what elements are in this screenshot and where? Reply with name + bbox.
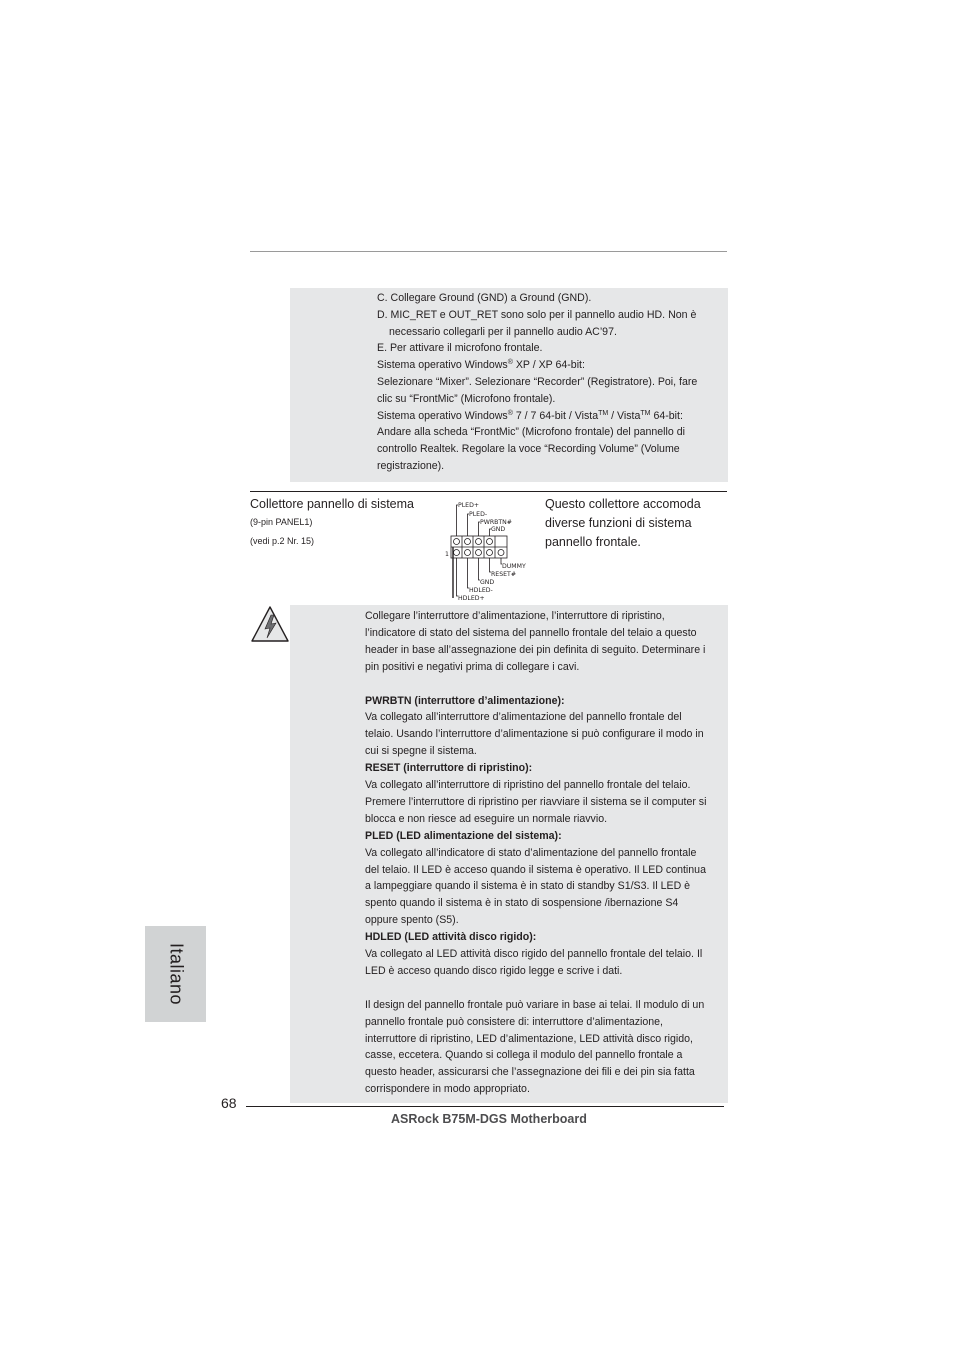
- warning-line: LED è acceso quando disco rigido legge e scrive i dati.: [365, 964, 623, 977]
- warning-line: spento quando il sistema è in stato di sospensione /ibernazione S4: [365, 897, 679, 910]
- pin-label-hdled-minus: HDLED-: [469, 587, 493, 594]
- warning-line: pannello frontale può consistere di: interruttore d’alimentazione,: [365, 1015, 663, 1028]
- audio-note-line: Selezionare “Mixer”. Selezionare “Recorder” (Registratore). Poi, fare: [377, 376, 698, 388]
- warning-line: blocca e non riesce ad eseguire un normale riavvio.: [365, 812, 608, 825]
- warning-line: casse, eccetera. Quando si collega il modulo del pannello frontale a: [365, 1049, 683, 1062]
- top-rule: [250, 251, 727, 252]
- warning-icon: [250, 605, 290, 645]
- os-win7-text: Sistema operativo Windows: [377, 409, 508, 422]
- pin-label-hdled-plus: HDLED+: [458, 595, 485, 602]
- os-xp-pre: Sistema operativo Windows: [377, 359, 508, 372]
- warning-line: Va collegato al LED attività disco rigido del pannello frontale del telaio. Il: [365, 948, 703, 960]
- audio-note-line: clic su “FrontMic” (Microfono frontale).: [377, 392, 556, 405]
- audio-note-line: registrazione).: [377, 460, 445, 472]
- warning-line: a lampeggiare quando il sistema è in stato di standby S1/S3. Il LED è: [365, 880, 691, 893]
- bottom-rule: [246, 1106, 724, 1107]
- warning-line: Va collegato all’indicatore di stato d’alimentazione del pannello frontale: [365, 846, 697, 859]
- warning-heading: PLED (LED alimentazione del sistema):: [365, 829, 562, 842]
- audio-note-line: D. MIC_RET e OUT_RET sono solo per il pannello audio HD. Non è: [377, 308, 697, 321]
- warning-line: del telaio. Il LED è acceso quando il sistema è operativo. Il LED continua: [365, 863, 706, 876]
- connector-subtitle-ref: (vedi p.2 Nr. 15): [250, 536, 315, 546]
- pin-label-pled-plus: PLED+: [458, 502, 480, 509]
- pin-label-gnd-bottom: GND: [480, 579, 495, 586]
- connector-desc-line-3: pannello frontale.: [545, 535, 641, 549]
- audio-note-line: necessario collegarli per il pannello audio AC’97.: [389, 325, 617, 338]
- warning-line: questo header, assicurarsi che l’assegnazione dei fili e dei pin sia fatta: [365, 1066, 695, 1079]
- warning-line: pin positivi e negativi prima di collegare i cavi.: [365, 660, 580, 673]
- os-xp-line: [377, 357, 585, 374]
- warning-line: telaio. Usando l’interruttore d’alimentazione si può configurare il modo in: [365, 728, 704, 741]
- connector-title: Collettore pannello di sistema: [250, 497, 414, 511]
- warning-line: Premere l’interruttore di ripristino per riavviare il sistema se il computer si: [365, 795, 707, 808]
- warning-heading: HDLED (LED attività disco rigido):: [365, 931, 537, 944]
- warning-line: interruttore di ripristino, LED d’alimentazione, LED attività disco rigido,: [365, 1032, 693, 1045]
- warning-line: l’indicatore di stato del sistema del pannello frontale del telaio a questo: [365, 626, 697, 639]
- os-win7-text: 64-bit:: [650, 409, 683, 422]
- registered-mark: ®: [507, 359, 513, 367]
- warning-heading: RESET (interruttore di ripristino):: [365, 762, 533, 775]
- language-tab-label: Italiano: [166, 942, 186, 1006]
- warning-line: cui si spegne il sistema.: [365, 745, 477, 758]
- trademark-mark: ®: [507, 409, 513, 417]
- trademark-mark: TM: [598, 409, 609, 417]
- connector-desc-line-2: diverse funzioni di sistema: [545, 516, 692, 530]
- connector-subtitle-pin: (9-pin PANEL1): [250, 517, 313, 527]
- pin-label-dummy: DUMMY: [502, 563, 526, 570]
- warning-line: Il design del pannello frontale può variare in base ai telai. Il modulo di un: [365, 998, 705, 1011]
- pin-one-marker: 1: [445, 551, 449, 558]
- connector-desc-line-1: Questo collettore accomoda: [545, 497, 701, 511]
- warning-line: header in base all’assegnazione dei pin definita di seguito. Determinare i: [365, 643, 706, 656]
- os-xp-post: XP / XP 64-bit:: [512, 359, 585, 372]
- warning-line: corrispondere in modo appropriato.: [365, 1083, 530, 1096]
- footer-title: ASRock B75M-DGS Motherboard: [391, 1112, 587, 1126]
- warning-line: oppure spento (S5).: [365, 914, 459, 927]
- pin-label-reset: RESET#: [491, 571, 517, 578]
- warning-line: Collegare l’interruttore d’alimentazione, l’interruttore di ripristino,: [365, 610, 665, 622]
- audio-note-line: C. Collegare Ground (GND) a Ground (GND).: [377, 292, 592, 304]
- section-rule: [250, 491, 727, 492]
- warning-line: Va collegato all’interruttore di ripristino del pannello frontale del telaio.: [365, 779, 691, 791]
- os-win7-line: [377, 408, 683, 425]
- audio-note-line: controllo Realtek. Regolare la voce “Recording Volume” (Volume: [377, 443, 680, 456]
- os-win7-text: / Vista: [608, 409, 641, 422]
- warning-line: Va collegato all’interruttore d’alimentazione del pannello frontale del: [365, 711, 682, 724]
- pin-label-pled-minus: PLED-: [469, 511, 488, 518]
- language-tab: [145, 926, 206, 1022]
- trademark-mark: TM: [640, 409, 651, 417]
- page-number: 68: [221, 1095, 237, 1111]
- warning-heading: PWRBTN (interruttore d’alimentazione):: [365, 694, 565, 707]
- audio-note-line: Andare alla scheda “FrontMic” (Microfono frontale) del pannello di: [377, 426, 685, 439]
- panel-header-diagram: [444, 498, 534, 602]
- os-win7-text: 7 / 7 64-bit / Vista: [512, 409, 599, 422]
- pin-label-gnd-top: GND: [491, 526, 506, 533]
- pin-label-pwrbtn: PWRBTN#: [480, 519, 512, 526]
- audio-note-line: E. Per attivare il microfono frontale.: [377, 342, 543, 355]
